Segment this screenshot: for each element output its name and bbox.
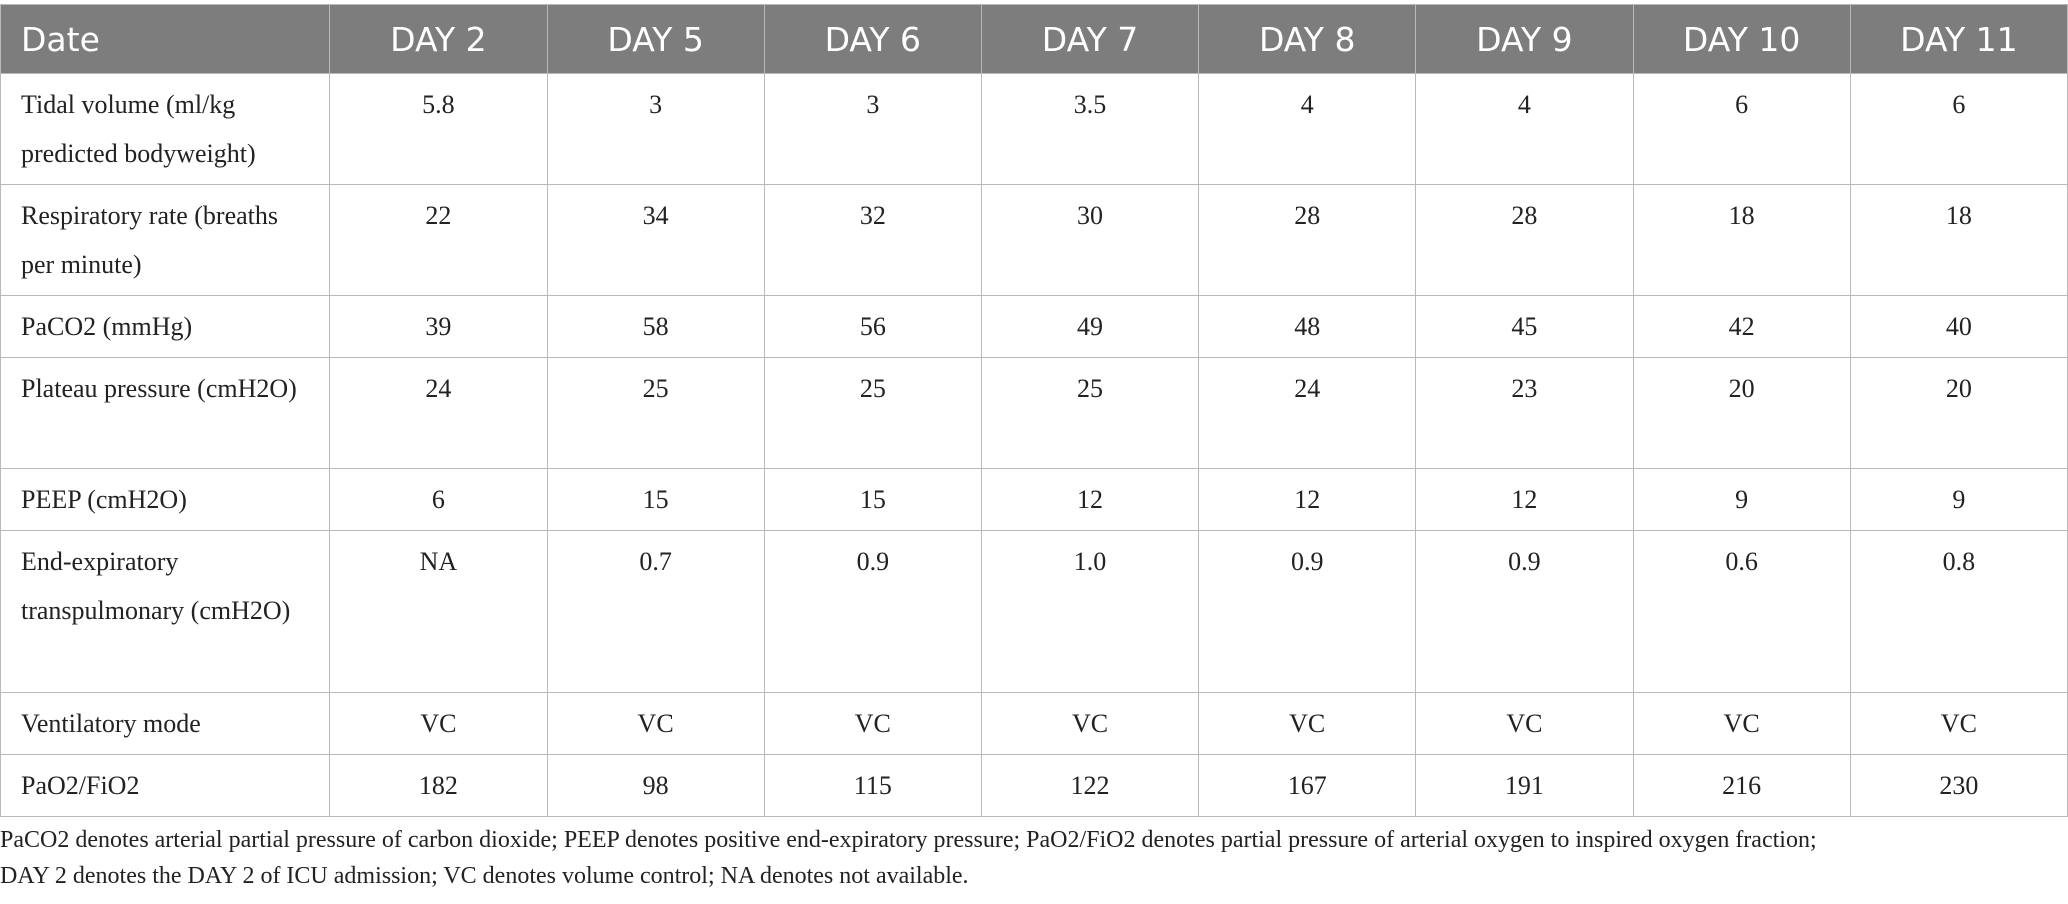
column-header-day-7: DAY 7 <box>981 5 1198 74</box>
table-cell: 12 <box>1199 469 1416 531</box>
row-label: PaCO2 (mmHg) <box>1 296 330 358</box>
table-row-ventilatory-mode <box>1 693 2068 755</box>
table-header-row <box>1 5 2068 74</box>
table-row-respiratory-rate <box>1 185 2068 296</box>
table-cell: 39 <box>330 296 547 358</box>
table-row-plateau-pressure <box>1 358 2068 469</box>
table-cell: 25 <box>981 358 1198 469</box>
table-cell: 49 <box>981 296 1198 358</box>
table-cell: 0.9 <box>1199 531 1416 693</box>
table-cell: 3 <box>547 74 764 185</box>
table-cell: 12 <box>981 469 1198 531</box>
table-cell: 40 <box>1850 296 2067 358</box>
table-cell: 58 <box>547 296 764 358</box>
table-cell: 0.9 <box>764 531 981 693</box>
table-cell: 15 <box>764 469 981 531</box>
table-cell: 9 <box>1633 469 1850 531</box>
column-header-day-8: DAY 8 <box>1199 5 1416 74</box>
table-cell: VC <box>1633 693 1850 755</box>
table-cell: 5.8 <box>330 74 547 185</box>
table-cell: 56 <box>764 296 981 358</box>
table-cell: VC <box>764 693 981 755</box>
table-cell: 12 <box>1416 469 1633 531</box>
table-cell: 6 <box>330 469 547 531</box>
table-cell: 48 <box>1199 296 1416 358</box>
table-row-peep <box>1 469 2068 531</box>
table-cell: 0.8 <box>1850 531 2067 693</box>
footnote-line-1: PaCO2 denotes arterial partial pressure of carbon dioxide; PEEP denotes positive end-expiratory pressure; PaO2/FiO2 denotes partial pressure of arterial oxygen to inspired oxygen fraction; <box>0 827 1817 853</box>
table-cell: VC <box>1850 693 2067 755</box>
table-cell: 6 <box>1850 74 2067 185</box>
table-cell: 15 <box>547 469 764 531</box>
table-cell: 0.7 <box>547 531 764 693</box>
table-cell: 20 <box>1633 358 1850 469</box>
table-cell: VC <box>981 693 1198 755</box>
table-cell: 191 <box>1416 755 1633 817</box>
footnote-line-2: DAY 2 denotes the DAY 2 of ICU admission; VC denotes volume control; NA denotes not available. <box>0 863 969 889</box>
ventilation-table-container <box>0 4 2068 817</box>
column-header-day-2: DAY 2 <box>330 5 547 74</box>
table-cell: 182 <box>330 755 547 817</box>
table-row-end-expiratory-transpulmonary <box>1 531 2068 693</box>
table-cell: NA <box>330 531 547 693</box>
row-label: Tidal volume (ml/kg predicted bodyweight) <box>1 74 330 185</box>
column-header-day-5: DAY 5 <box>547 5 764 74</box>
table-row-paco2 <box>1 296 2068 358</box>
table-cell: VC <box>547 693 764 755</box>
table-cell: 4 <box>1416 74 1633 185</box>
row-label: PEEP (cmH2O) <box>1 469 330 531</box>
table-cell: 0.9 <box>1416 531 1633 693</box>
table-cell: 3.5 <box>981 74 1198 185</box>
table-cell: 45 <box>1416 296 1633 358</box>
table-cell: 23 <box>1416 358 1633 469</box>
table-cell: 25 <box>547 358 764 469</box>
table-cell: 9 <box>1850 469 2067 531</box>
table-cell: 98 <box>547 755 764 817</box>
table-cell: 0.6 <box>1633 531 1850 693</box>
table-cell: 28 <box>1416 185 1633 296</box>
table-row-pao2-fio2 <box>1 755 2068 817</box>
table-cell: 18 <box>1633 185 1850 296</box>
column-header-day-10: DAY 10 <box>1633 5 1850 74</box>
table-cell: 1.0 <box>981 531 1198 693</box>
table-cell: 230 <box>1850 755 2067 817</box>
table-cell: 32 <box>764 185 981 296</box>
table-cell: VC <box>1199 693 1416 755</box>
table-cell: 115 <box>764 755 981 817</box>
table-cell: 30 <box>981 185 1198 296</box>
table-cell: VC <box>330 693 547 755</box>
ventilation-table <box>0 4 2068 817</box>
row-label: End-expiratory transpulmonary (cmH2O) <box>1 531 330 693</box>
table-cell: 28 <box>1199 185 1416 296</box>
row-label: PaO2/FiO2 <box>1 755 330 817</box>
table-cell: 216 <box>1633 755 1850 817</box>
table-cell: 3 <box>764 74 981 185</box>
table-cell: 22 <box>330 185 547 296</box>
table-cell: 4 <box>1199 74 1416 185</box>
table-cell: 34 <box>547 185 764 296</box>
table-cell: 167 <box>1199 755 1416 817</box>
table-cell: 24 <box>330 358 547 469</box>
table-footnote <box>0 822 2060 894</box>
table-cell: 18 <box>1850 185 2067 296</box>
table-cell: 20 <box>1850 358 2067 469</box>
table-cell: 42 <box>1633 296 1850 358</box>
table-cell: 24 <box>1199 358 1416 469</box>
table-cell: 6 <box>1633 74 1850 185</box>
column-header-date: Date <box>1 5 330 74</box>
row-label: Ventilatory mode <box>1 693 330 755</box>
column-header-day-6: DAY 6 <box>764 5 981 74</box>
table-cell: 122 <box>981 755 1198 817</box>
row-label: Plateau pressure (cmH2O) <box>1 358 330 469</box>
row-label: Respiratory rate (breaths per minute) <box>1 185 330 296</box>
table-cell: VC <box>1416 693 1633 755</box>
column-header-day-11: DAY 11 <box>1850 5 2067 74</box>
table-cell: 25 <box>764 358 981 469</box>
column-header-day-9: DAY 9 <box>1416 5 1633 74</box>
table-row-tidal-volume <box>1 74 2068 185</box>
